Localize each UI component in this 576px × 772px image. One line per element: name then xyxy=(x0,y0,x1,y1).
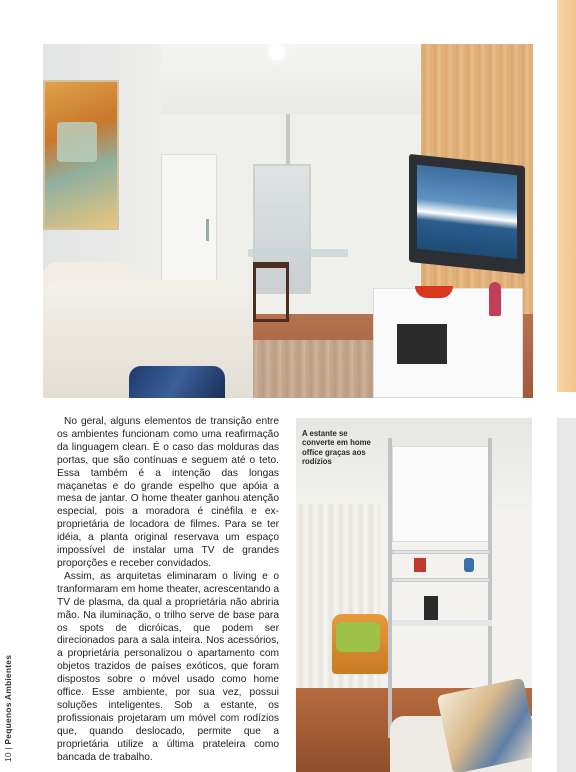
pendant-lamp xyxy=(286,114,290,164)
long-door-handle xyxy=(206,219,209,241)
blue-vase xyxy=(464,558,474,572)
dining-table xyxy=(248,249,348,257)
edge-tab-gray xyxy=(557,418,576,772)
article-body xyxy=(57,416,279,764)
footer-separator: | xyxy=(3,747,13,750)
monitor xyxy=(424,596,438,620)
shelf xyxy=(392,550,490,554)
console-shelf xyxy=(397,324,447,364)
blue-cushion xyxy=(129,366,225,398)
page-number: 10 xyxy=(3,752,13,762)
article-paragraph-1: No geral, alguns elementos de transição entre os ambientes funcionam como uma reafirmação da linguagem clean. É o caso das molduras das portas, que são contínuas e seguem até o teto. Essa também é a intenção das longas maçanetas e do grande espelho que apóia a mesa de jantar. O home theater ganhou atenção especial, pois a moradora é cinéfila e ex-proprietária de locadora de filmes. Para se ter idéia, a planta original reservava um espaço impossível de instalar uma TV de grandes proporções e receber convidados. xyxy=(57,416,279,569)
photo-living-room xyxy=(43,44,533,398)
work-shelf xyxy=(392,620,492,626)
edge-tab-orange xyxy=(557,0,576,392)
curtain xyxy=(296,504,380,704)
dining-chair xyxy=(253,262,289,322)
article-paragraph-2: Assim, as arquitetas eliminaram o living e o tranformaram em home theater, acrescentando a TV de plasma, da qual a proprietária não abriria mão. Na iluminação, o trilho serve de base para os spots de dicróicas, que podem ser direcionados para a sala inteira. Nos acessórios, a proprietária personalizou o apartamento com objetos trazidos de países exóticos, que foram dispostos sobre o móvel usado como home office. Esse ambiente, por sua vez, possui soluções inteligentes. Sob a estante, os profissionais projetaram um móvel com rodízios que, quando deslocado, permite que a proprietária utilize a última prateleira como bancada de trabalho. xyxy=(57,570,279,763)
photo-home-office xyxy=(296,418,532,772)
wall-painting xyxy=(43,80,119,230)
section-name: Pequenos Ambientes xyxy=(3,654,13,745)
red-bowl xyxy=(415,286,453,298)
decorative-figure xyxy=(489,282,501,316)
armchair-cushion xyxy=(336,622,380,652)
patterned-cushion xyxy=(437,678,532,772)
shelf xyxy=(392,578,490,582)
photo-caption: A estante se converte em home office graças aos rodízios xyxy=(302,429,371,466)
red-object xyxy=(414,558,426,572)
spot-light xyxy=(269,44,285,60)
tv-screen xyxy=(417,165,517,260)
page-footer xyxy=(3,655,13,762)
painting-detail xyxy=(57,122,97,162)
